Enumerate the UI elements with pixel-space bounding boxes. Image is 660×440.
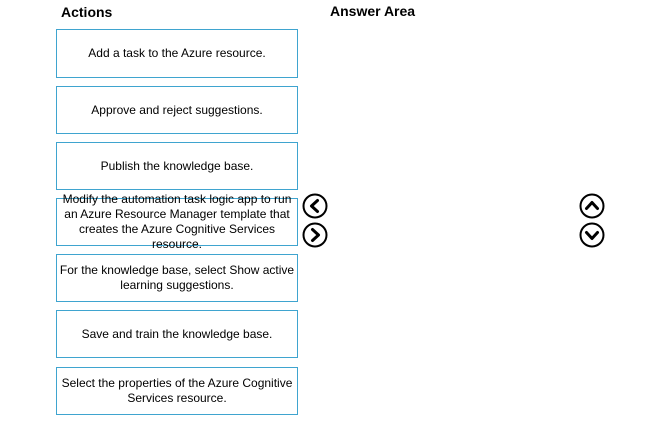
action-item-publish-kb[interactable]: Publish the knowledge base. [56, 142, 298, 190]
answer-area-heading: Answer Area [330, 3, 416, 19]
move-right-button[interactable] [302, 222, 328, 248]
actions-heading: Actions [61, 4, 113, 20]
action-item-select-properties[interactable]: Select the properties of the Azure Cognitive Services resource. [56, 367, 298, 415]
move-left-button[interactable] [302, 193, 328, 219]
move-down-button[interactable] [579, 222, 605, 248]
action-item-approve-reject[interactable]: Approve and reject suggestions. [56, 86, 298, 134]
action-item-save-train[interactable]: Save and train the knowledge base. [56, 310, 298, 358]
move-up-button[interactable] [579, 193, 605, 219]
action-item-add-task[interactable]: Add a task to the Azure resource. [56, 29, 298, 78]
chevron-up-circle-icon [579, 193, 605, 219]
chevron-right-circle-icon [302, 222, 328, 248]
action-item-modify-logic-app[interactable]: Modify the automation task logic app to run an Azure Resource Manager template that creates the Azure Cognitive Services resource. [56, 198, 298, 246]
chevron-down-circle-icon [579, 222, 605, 248]
chevron-left-circle-icon [302, 193, 328, 219]
action-item-show-suggestions[interactable]: For the knowledge base, select Show active learning suggestions. [56, 254, 298, 302]
